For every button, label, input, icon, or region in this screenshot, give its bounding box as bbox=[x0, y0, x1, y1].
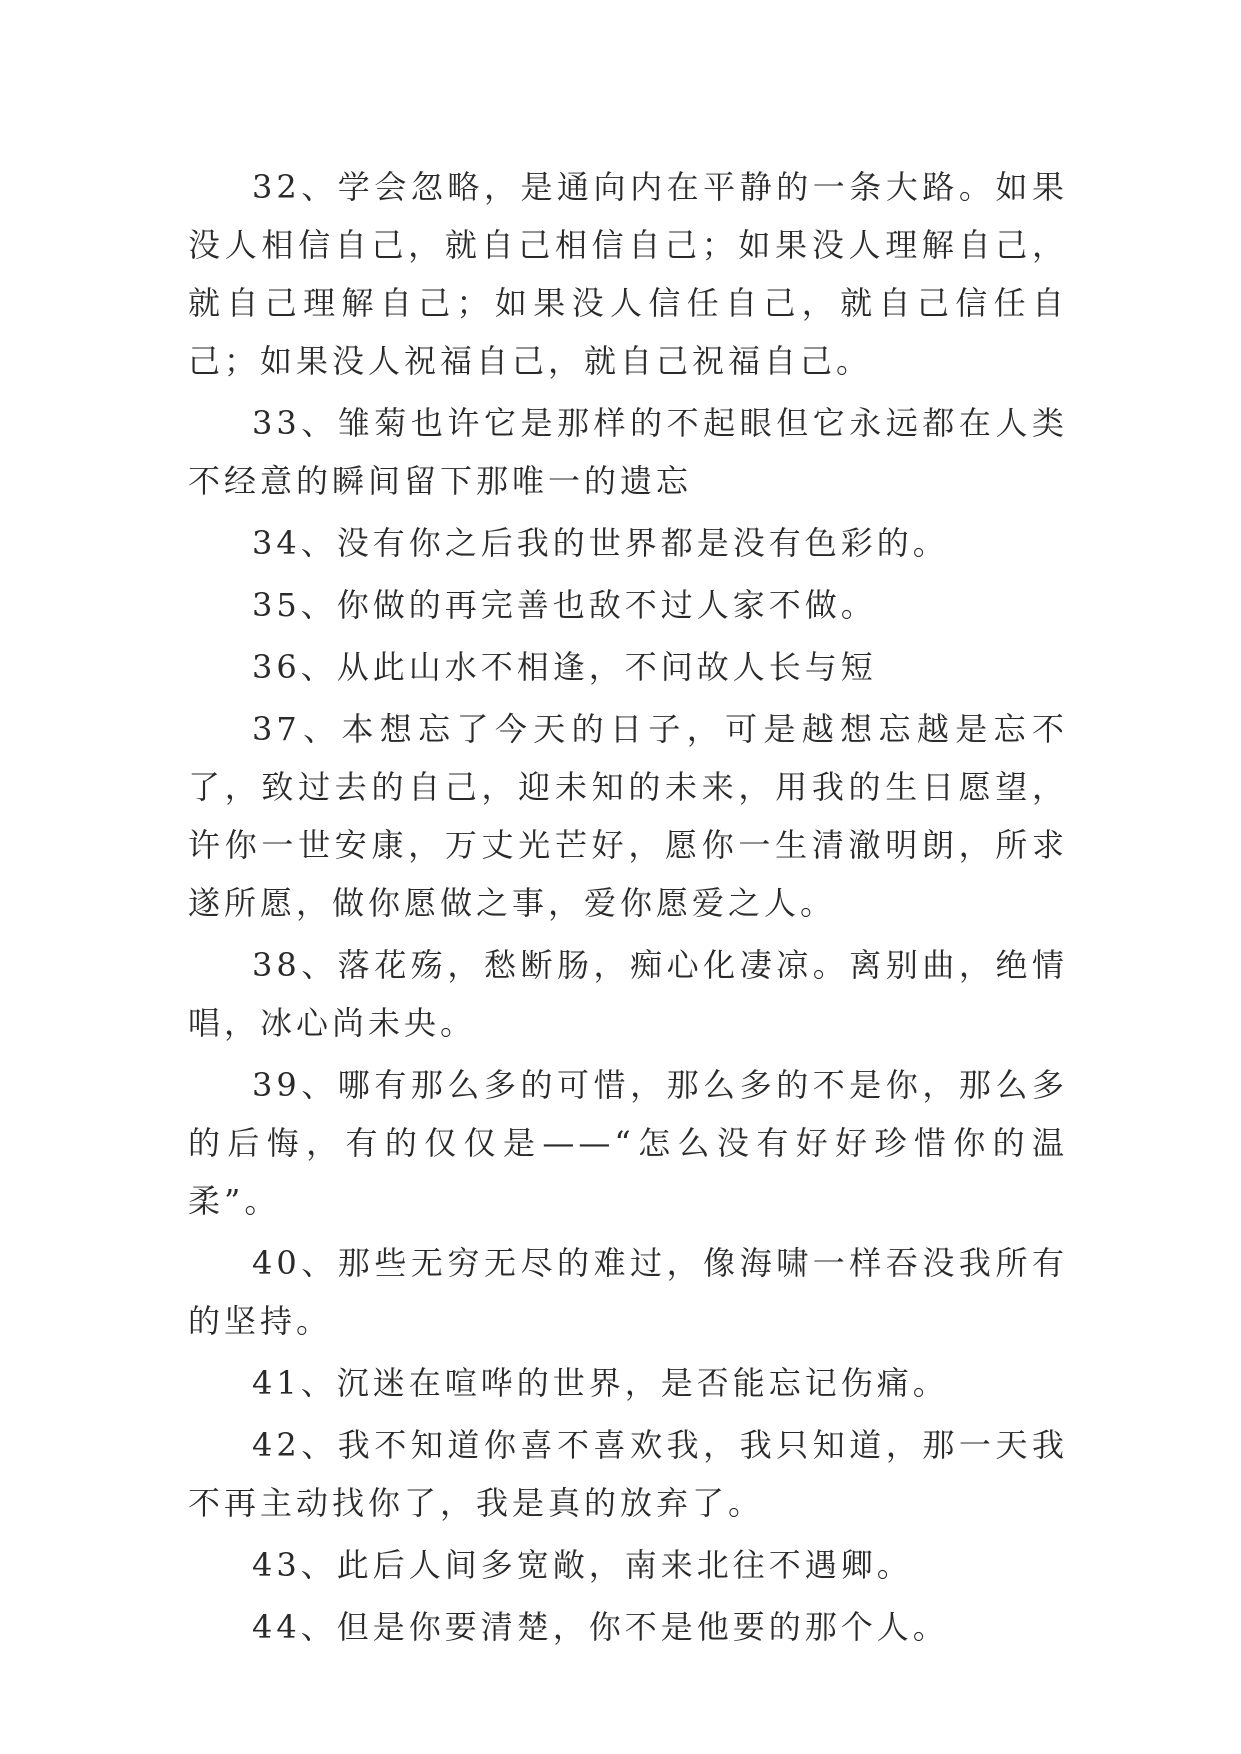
paragraph-41: 41、沉迷在喧哗的世界，是否能忘记伤痛。 bbox=[252, 1364, 949, 1402]
paragraph-34: 34、没有你之后我的世界都是没有色彩的。 bbox=[252, 524, 949, 562]
paragraph-38: 38、落花殇，愁断肠，痴心化凄凉。离别曲，绝情唱，冰心尚未央。 bbox=[188, 946, 1068, 1042]
paragraph-44: 44、但是你要清楚，你不是他要的那个人。 bbox=[252, 1608, 949, 1646]
paragraph-42: 42、我不知道你喜不喜欢我，我只知道，那一天我不再主动找你了，我是真的放弃了。 bbox=[188, 1426, 1068, 1522]
document-body bbox=[188, 158, 1068, 1660]
paragraph-43: 43、此后人间多宽敞，南来北往不遇卿。 bbox=[252, 1546, 913, 1584]
paragraph-37: 37、本想忘了今天的日子，可是越想忘越是忘不了，致过去的自己，迎未知的未来，用我的生日愿望，许你一世安康，万丈光芒好，愿你一生清澈明朗，所求遂所愿，做你愿做之事，爱你愿爱之人。 bbox=[188, 710, 1068, 922]
paragraph-39: 39、哪有那么多的可惜，那么多的不是你，那么多的后悔，有的仅仅是——“怎么没有好好珍惜你的温柔”。 bbox=[188, 1066, 1068, 1220]
paragraph-40: 40、那些无穷无尽的难过，像海啸一样吞没我所有的坚持。 bbox=[188, 1244, 1068, 1340]
paragraph-33: 33、雏菊也许它是那样的不起眼但它永远都在人类不经意的瞬间留下那唯一的遗忘 bbox=[188, 404, 1068, 500]
paragraph-32: 32、学会忽略，是通向内在平静的一条大路。如果没人相信自己，就自己相信自己；如果没人理解自己，就自己理解自己；如果没人信任自己，就自己信任自己；如果没人祝福自己，就自己祝福自己。 bbox=[188, 168, 1068, 380]
paragraph-36: 36、从此山水不相逢，不问故人长与短 bbox=[252, 648, 877, 686]
paragraph-35: 35、你做的再完善也敌不过人家不做。 bbox=[252, 586, 877, 624]
